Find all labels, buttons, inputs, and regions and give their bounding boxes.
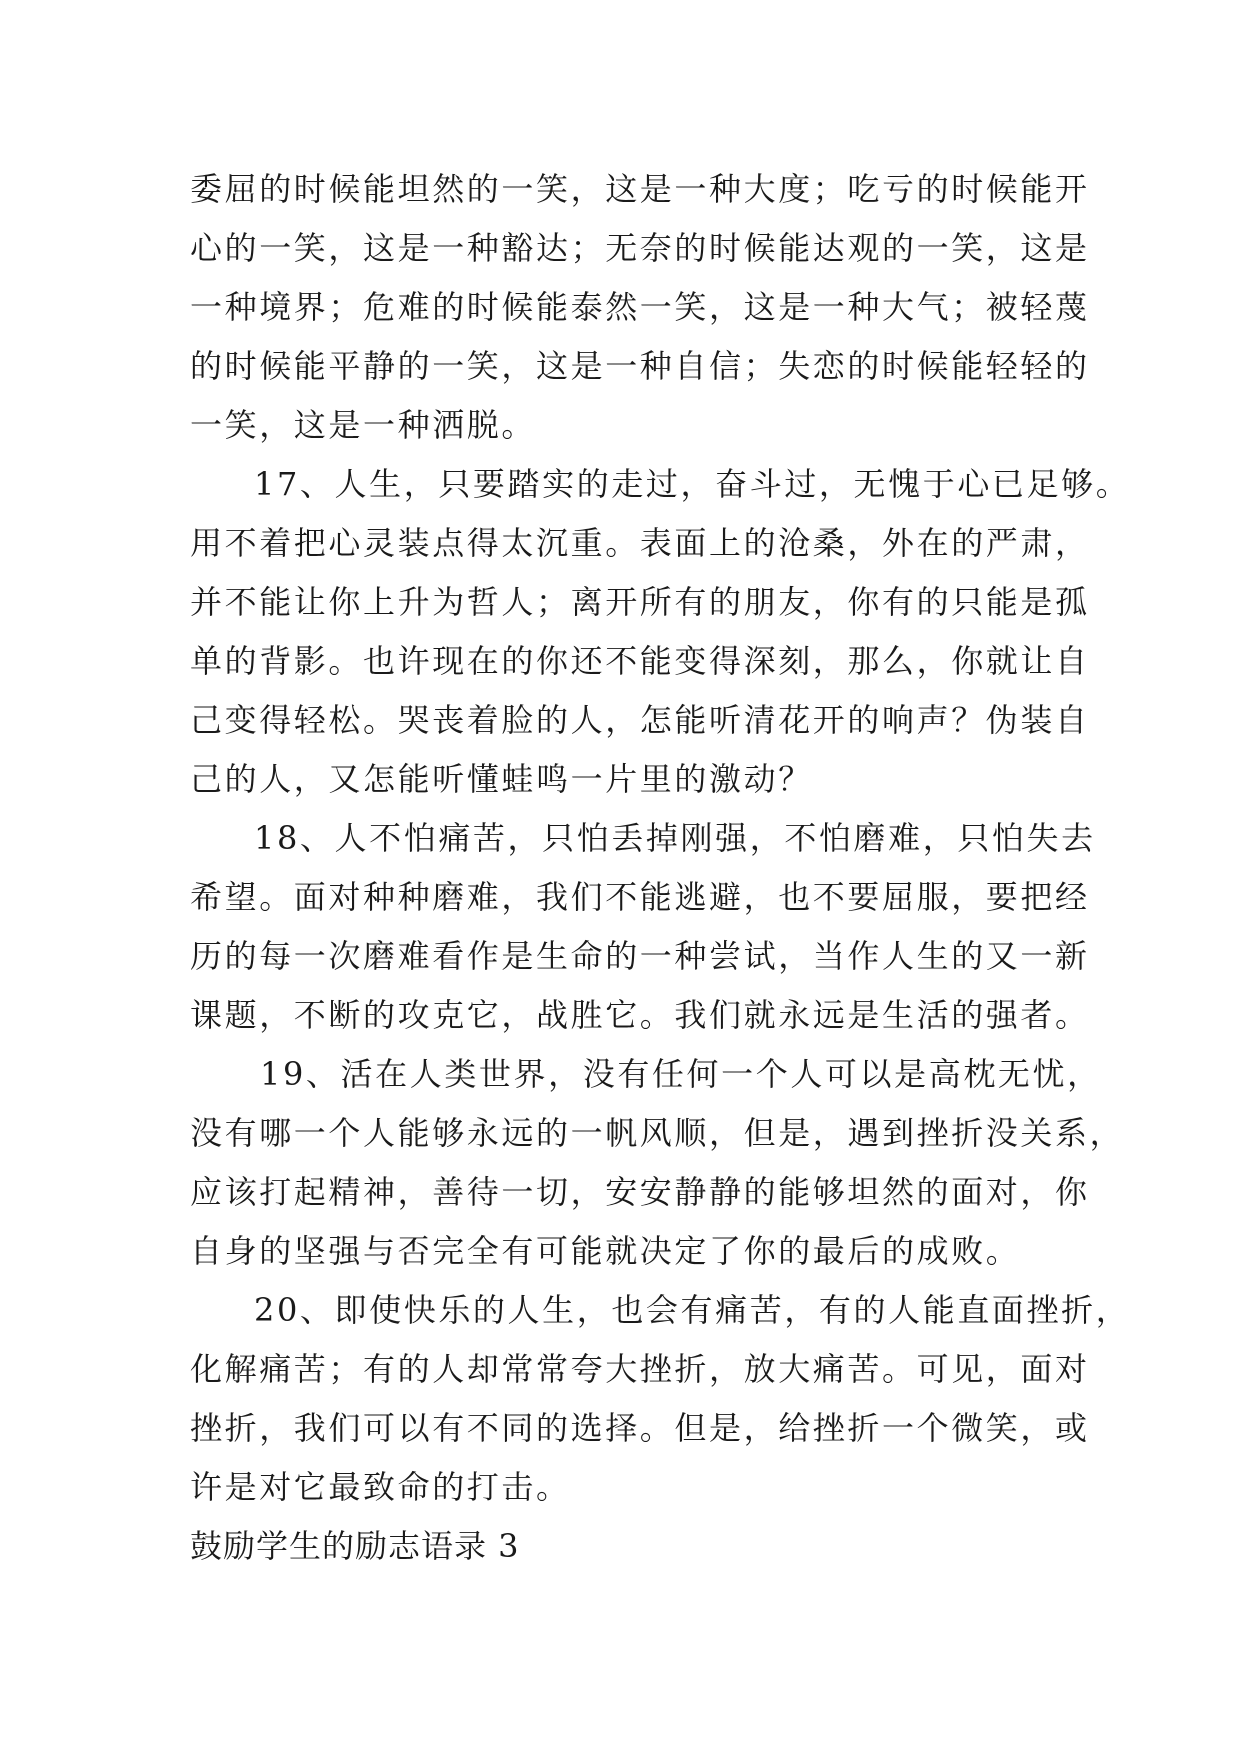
paragraph-line: 课题，不断的攻克它，战胜它。我们就永远是生活的强者。 — [190, 996, 1090, 1034]
paragraph-line: 许是对它最致命的打击。 — [190, 1468, 571, 1506]
paragraph-line: 单的背影。也许现在的你还不能变得深刻，那么，你就让自 — [190, 642, 1090, 680]
paragraph-line: 一种境界；危难的时候能泰然一笑，这是一种大气；被轻蔑 — [190, 288, 1090, 326]
paragraph-line: 用不着把心灵装点得太沉重。表面上的沧桑，外在的严肃， — [190, 524, 1090, 562]
paragraph-line: 己的人，又怎能听懂蛙鸣一片里的激动？ — [190, 760, 813, 798]
paragraph-18-first-line: 18、人不怕痛苦，只怕丢掉刚强，不怕磨难，只怕失去 — [254, 819, 1096, 857]
paragraph-20-first-line: 20、即使快乐的人生，也会有痛苦，有的人能直面挫折， — [254, 1291, 1131, 1329]
paragraph-line: 委屈的时候能坦然的一笑，这是一种大度；吃亏的时候能开 — [190, 170, 1090, 208]
paragraph-line: 的时候能平静的一笑，这是一种自信；失恋的时候能轻轻的 — [190, 347, 1090, 385]
paragraph-19-first-line: 19、活在人类世界，没有任何一个人可以是高枕无忧， — [260, 1055, 1102, 1093]
document-body — [190, 160, 1131, 1576]
paragraph-line: 应该打起精神，善待一切，安安静静的能够坦然的面对，你 — [190, 1173, 1090, 1211]
paragraph-line: 心的一笑，这是一种豁达；无奈的时候能达观的一笑，这是 — [190, 229, 1090, 267]
paragraph-line: 没有哪一个人能够永远的一帆风顺，但是，遇到挫折没关系， — [190, 1114, 1125, 1152]
paragraph-line: 挫折，我们可以有不同的选择。但是，给挫折一个微笑，或 — [190, 1409, 1090, 1447]
paragraph-line: 一笑，这是一种洒脱。 — [190, 406, 537, 444]
paragraph-line: 化解痛苦；有的人却常常夸大挫折，放大痛苦。可见，面对 — [190, 1350, 1090, 1388]
paragraph-line: 并不能让你上升为哲人；离开所有的朋友，你有的只能是孤 — [190, 583, 1090, 621]
paragraph-line: 己变得轻松。哭丧着脸的人，怎能听清花开的响声？伪装自 — [190, 701, 1090, 739]
paragraph-line: 希望。面对种种磨难，我们不能逃避，也不要屈服，要把经 — [190, 878, 1090, 916]
paragraph-17-first-line: 17、人生，只要踏实的走过，奋斗过，无愧于心已足够。 — [254, 465, 1131, 503]
section-heading: 鼓励学生的励志语录 3 — [190, 1527, 520, 1565]
paragraph-line: 历的每一次磨难看作是生命的一种尝试，当作人生的又一新 — [190, 937, 1090, 975]
paragraph-line: 自身的坚强与否完全有可能就决定了你的最后的成败。 — [190, 1232, 1021, 1270]
